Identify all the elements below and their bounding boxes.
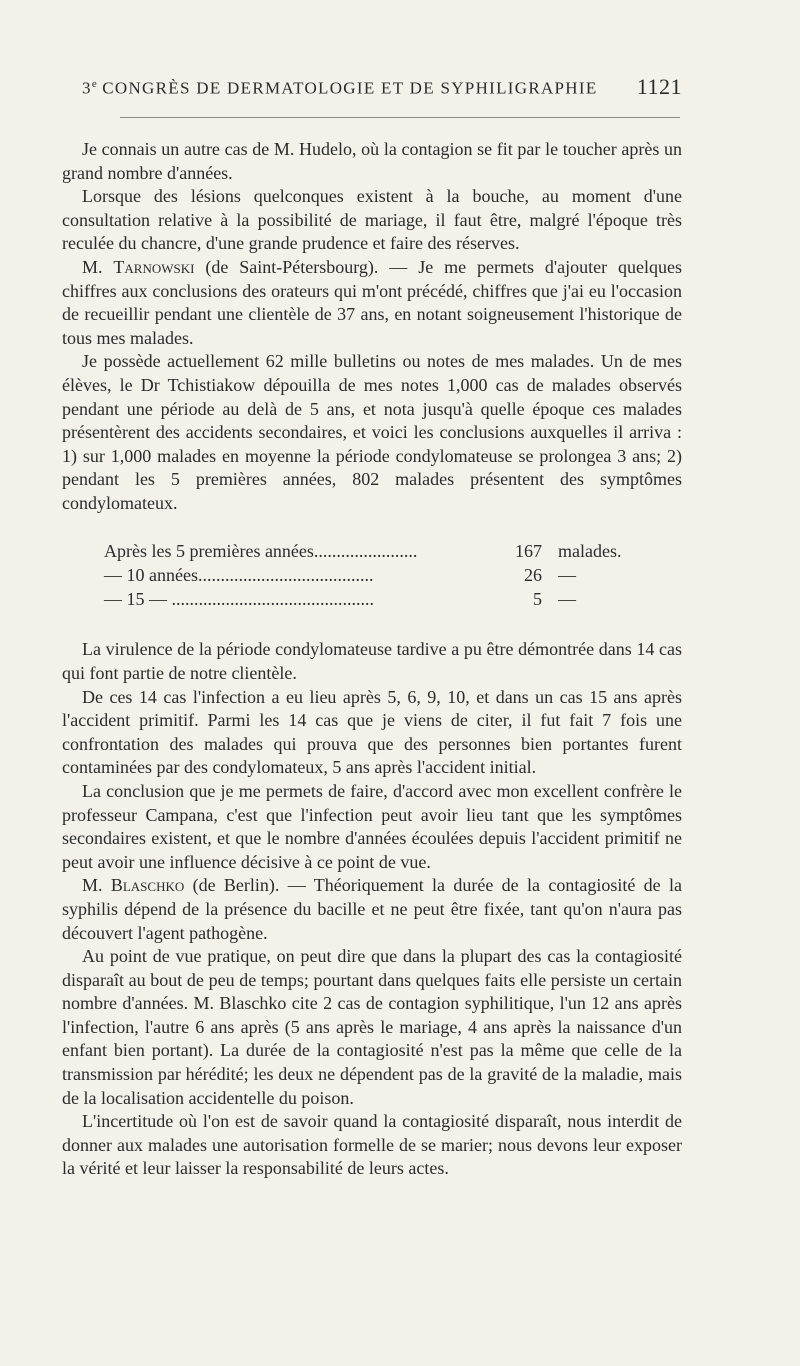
stat-unit: —: [558, 589, 576, 610]
paragraph: Lorsque des lésions quelconques existent à la bouche, au moment d'une consultation relative à la possibilité de mariage, il faut être, malgré l'époque très reculée du chancre, d'une grande prudence et faire des réserves.: [62, 186, 682, 254]
stat-value: 167: [515, 540, 542, 561]
stat-unit: —: [558, 564, 576, 585]
paragraph: Je possède actuellement 62 mille bulletins ou notes de mes malades. Un de mes élèves, le Dr Tchistiakow dépouilla de mes notes 1,000 cas de malades observés pendant une période au delà de 5 ans, et nota jusqu'à quelle époque ces malades présentèrent des accidents secondaires, et voici les conclusions auxquelles il arriva : 1) sur 1,000 malades en moyenne la période condylomateuse se prolongea 3 ans; 2) pendant les 5 premières années, 802 malades présentent des symptômes condylomateux.: [62, 351, 682, 513]
stat-label: Après les 5 premières années.......................: [104, 540, 418, 561]
paragraph: M. Blaschko (de Berlin). — Théoriquement la durée de la contagiosité de la syphilis dépend de la présence du bacille et ne peut être fixée, tant qu'on n'aura pas découvert l'agent pathogène.: [62, 875, 682, 943]
stat-label: — 15 — .............................................: [104, 589, 374, 610]
stat-unit: malades.: [558, 540, 622, 561]
paragraph: L'incertitude où l'on est de savoir quand la contagiosité disparaît, nous interdit de donner aux malades une autorisation formelle de se marier; nous devons leur exposer la vérité et leur laisser la responsabilité de leurs actes.: [62, 1111, 682, 1179]
header-rule: [120, 117, 680, 118]
page-number: 1121: [636, 74, 682, 99]
paragraph: Au point de vue pratique, on peut dire que dans la plupart des cas la contagiosité disparaît au bout de peu de temps; pourtant dans quelques faits elle persiste un certain nombre d'années. M. Blaschko cite 2 cas de contagion syphilitique, l'un 12 ans après l'infection, l'autre 6 ans après (5 ans après le mariage, 4 ans après la naissance d'un enfant bien portant). La durée de la contagiosité n'est pas la même que celle de la transmission par hérédité; les deux ne dépendent pas de la gravité de la maladie, mais de la localisation accidentelle du poison.: [62, 946, 682, 1108]
statistics-table: [62, 540, 682, 613]
paragraph: M. Tarnowski (de Saint-Pétersbourg). — Je me permets d'ajouter quelques chiffres aux conclusions des orateurs qui m'ont précédé, chiffres que j'ai eu l'occasion de recueillir pendant une clientèle de 37 ans, en notant soigneusement l'historique de tous mes malades.: [62, 256, 682, 348]
stat-value: 26: [524, 564, 542, 585]
stat-row: [62, 564, 682, 588]
paragraph: De ces 14 cas l'infection a eu lieu après 5, 6, 9, 10, et dans un cas 15 ans après l'accident primitif. Parmi les 14 cas que je viens de citer, il fut fait 7 fois une confrontation des malades qui prouva que des personnes bien portantes furent contaminées par des condylomateux, 5 ans après l'accident initial.: [62, 686, 682, 778]
speaker-name: Tarnowski: [113, 256, 195, 277]
stat-label: — 10 années.......................................: [104, 564, 374, 585]
speaker-name: Blaschko: [110, 875, 185, 896]
paragraph: La conclusion que je me permets de faire, d'accord avec mon excellent confrère le professeur Campana, c'est que l'infection peut avoir lieu tant que les symptômes secondaires existent, et que le nombre d'années écoulées depuis l'accident primitif ne peut avoir une influence décisive à ce point de vue.: [62, 780, 682, 872]
running-header: [82, 74, 682, 100]
stat-row: [62, 588, 682, 612]
paragraph: Je connais un autre cas de M. Hudelo, où la contagion se fit par le toucher après un grand nombre d'années.: [62, 139, 682, 183]
paragraph: La virulence de la période condylomateuse tardive a pu être démontrée dans 14 cas qui font partie de notre clientèle.: [62, 639, 682, 683]
page-body: [62, 138, 682, 1181]
stat-row: [62, 540, 682, 564]
header-title: 3e CONGRÈS DE DERMATOLOGIE ET DE SYPHILIGRAPHIE: [82, 78, 598, 98]
stat-value: 5: [533, 589, 542, 610]
